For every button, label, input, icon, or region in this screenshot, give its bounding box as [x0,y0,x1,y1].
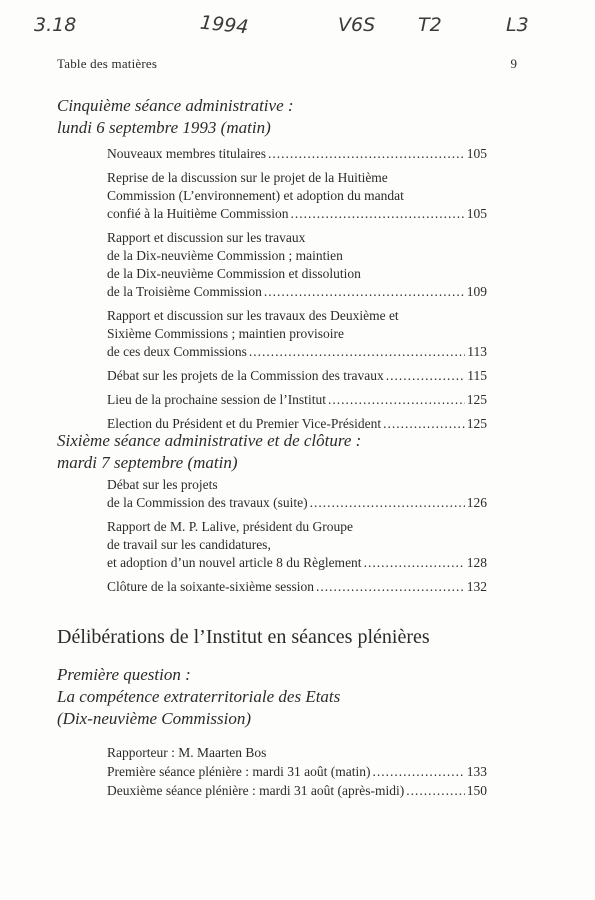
toc-entry-line: Rapport et discussion sur les travaux [107,230,306,245]
toc-entry [107,169,487,223]
toc-page-number: 132 [466,579,487,594]
running-head-title: Table des matières [57,56,158,71]
handwritten-annotations [0,11,595,48]
leader-dots [264,283,465,301]
leader-dots [386,367,466,385]
toc-entry-line: Reprise de la discussion sur le projet de la Huitième [107,170,388,185]
toc-entry [107,782,487,800]
toc-entry [107,367,487,385]
leader-dots [406,782,464,800]
section-heading [57,95,294,139]
toc-page-number: 128 [466,555,487,570]
toc-entry-line: Commission (L’environnement) et adoption du mandat [107,188,404,203]
toc-entry-line: de la Dix-neuvième Commission ; maintien [107,248,343,263]
toc-entry-line: Rapport de M. P. Lalive, président du Groupe [107,519,353,534]
toc-entry-line: Sixième Commissions ; maintien provisoire [107,326,344,341]
toc-entry [107,145,487,163]
toc-entry-text: Nouveaux membres titulaires [107,146,266,161]
part-title: Délibérations de l’Institut en séances plénières [57,626,430,648]
toc-page-number: 113 [467,344,487,359]
leader-dots [383,415,465,433]
leader-dots [373,763,465,781]
handwritten-note: V6S [338,14,376,36]
leader-dots [290,205,464,223]
toc-entry-text: Election du Président et du Premier Vice-Président [107,416,382,431]
toc-entry [107,518,487,572]
leader-dots [316,578,465,596]
toc-entry-line: Rapport et discussion sur les travaux des Deuxième et [107,308,399,323]
toc-entry [107,476,487,512]
leader-dots [268,145,465,163]
toc-entry [107,763,487,781]
question-heading-line: (Dix-neuvième Commission) [57,709,252,728]
handwritten-note: L3 [506,14,529,36]
rapporteur-line: Rapporteur : M. Maarten Bos [107,745,267,760]
question-heading-line: Première question : [57,665,191,684]
toc-page-number: 150 [466,783,487,798]
toc-page-number: 126 [466,495,487,510]
toc-entry-text: et adoption d’un nouvel article 8 du Règlement [107,555,362,570]
toc-entry-line: de travail sur les candidatures, [107,537,271,552]
page-number: 9 [510,56,517,71]
toc-page-number: 105 [466,206,487,221]
toc-page-number: 125 [466,416,487,431]
toc-entry [107,391,487,409]
toc-list [107,145,487,439]
toc-entry-text: Deuxième séance plénière : mardi 31 août (après-midi) [107,783,405,798]
toc-entry-text: de la Commission des travaux (suite) [107,495,308,510]
toc-entry [107,307,487,361]
toc-list [107,476,487,602]
question-heading-line: La compétence extraterritoriale des Etats [57,687,341,706]
handwritten-note: 3.18 [34,14,77,36]
toc-page-number: 133 [466,764,487,779]
section-heading [57,430,361,474]
running-head [57,56,517,72]
toc-entry-line: de la Dix-neuvième Commission et dissolution [107,266,361,281]
toc-entry-text: Débat sur les projets de la Commission des travaux [107,368,384,383]
section-heading-line: Sixième séance administrative et de clôture : [57,431,362,450]
toc-page-number: 115 [467,368,487,383]
leader-dots [249,343,465,361]
question-heading [57,664,340,730]
handwritten-note: 1994 [198,11,250,39]
toc-entry-text: de la Troisième Commission [107,284,262,299]
leader-dots [364,554,465,572]
toc-entry-line: Débat sur les projets [107,477,218,492]
toc-entry-text: de ces deux Commissions [107,344,247,359]
toc-entry-text: Clôture de la soixante-sixième session [107,579,314,594]
toc-list [107,744,487,801]
toc-entry [107,229,487,301]
section-heading-line: Cinquième séance administrative : [57,96,294,115]
section-heading-line: lundi 6 septembre 1993 (matin) [57,118,271,137]
leader-dots [310,494,465,512]
toc-entry-text: Première séance plénière : mardi 31 août (matin) [107,764,371,779]
toc-entry-text: Lieu de la prochaine session de l’Institut [107,392,326,407]
handwritten-note: T2 [418,14,442,36]
toc-page-number: 109 [466,284,487,299]
toc-entry-text: confié à la Huitième Commission [107,206,289,221]
toc-page-number: 125 [466,392,487,407]
toc-page-number: 105 [466,146,487,161]
section-heading-line: mardi 7 septembre (matin) [57,453,238,472]
leader-dots [328,391,465,409]
toc-entry [107,578,487,596]
